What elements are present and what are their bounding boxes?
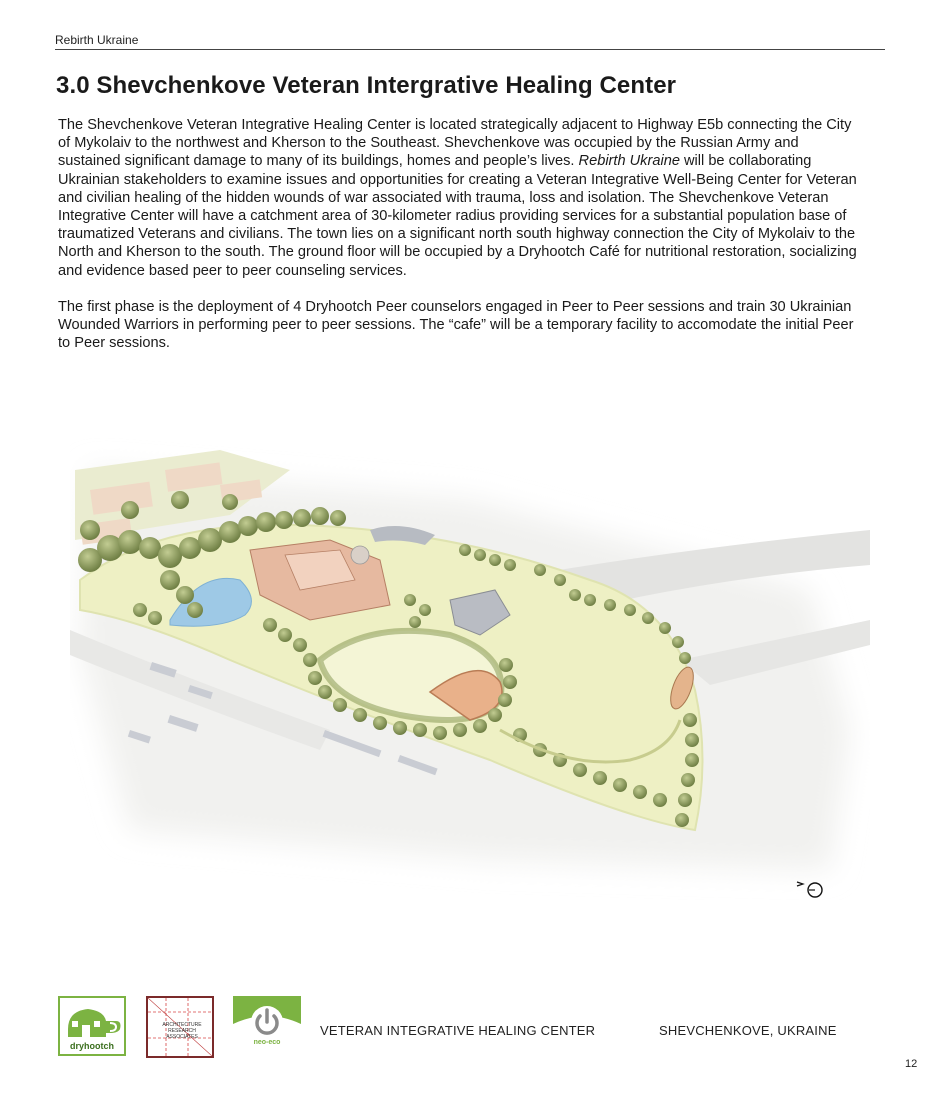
page-number: 12 [905,1058,918,1070]
phase-paragraph: The first phase is the deployment of 4 Dryhootch Peer counselors engaged in Peer to Peer sessions and train 30 Ukrainian Wounded Warriors in performing peer to peer sessions. The “cafe” will be a temporary facility to accomodate the initial Peer to Peer sessions. [58,298,854,352]
intro-paragraph [58,116,863,280]
org-name-italic: Rebirth Ukraine [578,153,680,170]
page-title: 3.0 Shevchenkove Veteran Intergrative Healing Center [56,72,677,99]
page-header [55,31,885,50]
footer-location: SHEVCHENKOVE, UKRAINE [659,1023,837,1038]
site-plan-rendering [70,430,870,900]
dryhootch-house-icon [60,1001,124,1041]
body-text [58,116,863,370]
architecture-research-associates-logo [146,996,214,1058]
power-button-icon [233,996,301,1040]
intro-text-end: will be collaborating Ukrainian stakeholders to examine issues and opportunities for creating a Veteran Integrative Well-Being Center for Veteran and civilian healing of the hidden wounds of war associated with trauma, loss and isolation. The Shevchenkove Veteran Integrative Center will have a catchment area of 30-kilometer radius providing services for a substantial population base of traumatized Veterans and civilians. The town lies on a significant north south highway connection the City of Mykolaiv to the North and Kherson to the south. The ground floor will be occupied by a Dryhootch Café for nutritional restoration, socializing and evidence based peer to peer counseling services. [58,153,857,279]
north-arrow-icon [795,876,827,900]
page-footer [58,996,878,1060]
neo-eco-logo [233,996,301,1058]
ara-wordmark: ARCHITECTURE RESEARCH ASSOCIATES [162,1022,202,1040]
dryhootch-logo [58,996,126,1056]
intro-text-start: The Shevchenkove Veteran Integrative Healing Center is located strategically adjacent to Highway E5b connecting the City of Mykolaiv to the northwest and Kherson to the Southeast. Shevchenkove was occupied by the Russian Army and sustained significant damage to many of its buildings, homes and people’s lives. [58,117,852,170]
header-org-name: Rebirth Ukraine [55,33,139,47]
neo-eco-wordmark: neo-eco [253,1039,281,1046]
footer-project-name: VETERAN INTEGRATIVE HEALING CENTER [320,1023,596,1038]
dryhootch-wordmark: dryhootch [70,1041,114,1051]
